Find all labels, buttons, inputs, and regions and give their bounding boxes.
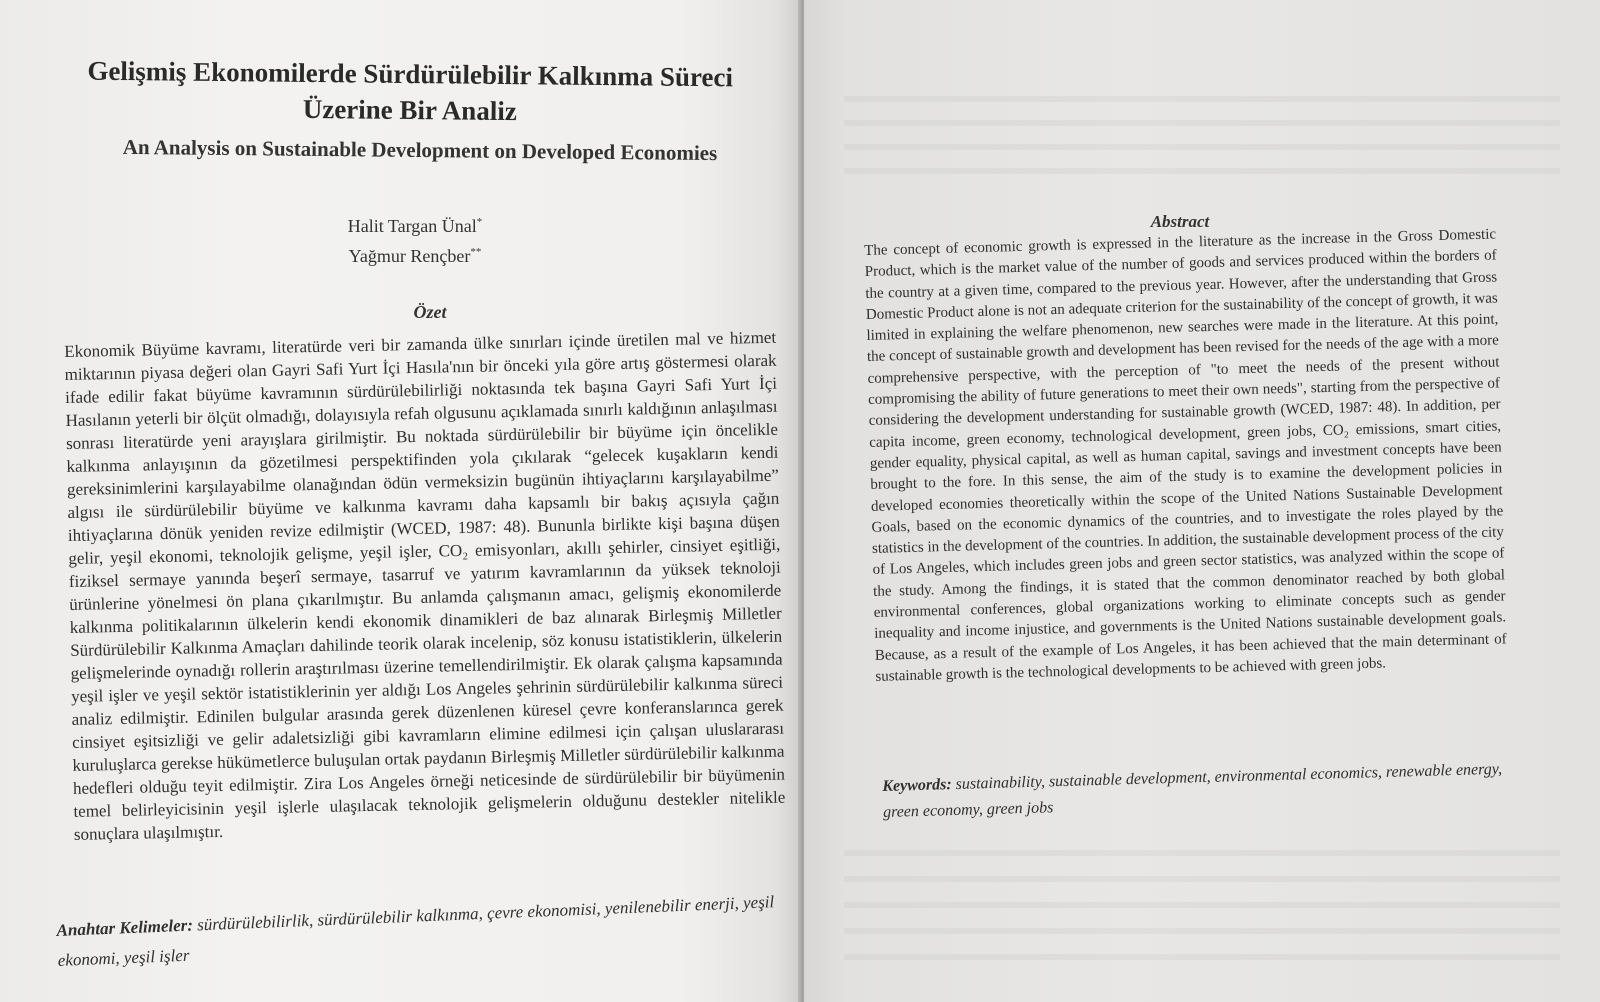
abstract-heading: Abstract: [1150, 212, 1210, 231]
keywords-label: Anahtar Kelimeler:: [56, 915, 194, 940]
keywords-label: Keywords:: [882, 776, 952, 795]
abstract-text: The concept of economic growth is expressed in the literature as the increase in the Gross Domestic Product, which is the market value of the number of goods and services produced within the borders of the country at a given time, compared to the previous year. However, after the understanding that Gross Domestic Product alone is not an adequate criterion for the sustainability of the concept of growth, it was limited in explaining the welfare phenomenon, new searches were made in the literature. At this point, the concept of sustainable growth and development has been revised for the needs of the age with a more comprehensive perspective, with the perception of "to meet the needs of the present without compromising the ability of future generations to meet their own needs", starting from the perspective of considering the development understanding for sustainable growth (WCED, 1987: 48). In addition, per capita income, green economy, technological development, green jobs, CO₂ emissions, smart cities, gender equality, physical capital, as well as human capital, savings and investment concepts have been brought to the fore. In this sense, the aim of the study is to examine the development policies in developed economies theoretically within the scope of the United Nations Sustainable Development Goals, based on the economic dynamics of the countries, and to investigate the roles played by the statistics in the development of the countries. In addition, the sustainable development process of the city of Los Angeles, which includes green jobs and green sector statistics, was analyzed within the scope of the study. Among the findings, it is stated that the common denominator reached by both global environmental conferences, global organizations working to eliminate concepts such as gender inequality and income injustice, and governments is the United Nations sustainable development goals. Because, as a result of the example of Los Angeles, it has been achieved that the main determinant of sustainable growth is the technological developments to be achieved with green jobs.: [864, 226, 1507, 685]
author-list: [260, 209, 570, 269]
keywords-list: sürdürülebilirlik, sürdürülebilir kalkınma, çevre ekonomisi, yenilenebilir enerji, yeşil ekonomi, yeşil işler: [57, 892, 775, 970]
ozet-heading: Özet: [413, 302, 447, 322]
paper-title-english: An Analysis on Sustainable Development on Developed Economies: [122, 134, 718, 166]
author-name: Halit Targan Ünal: [347, 216, 477, 236]
author-2: [260, 239, 570, 269]
author-footnote-mark: *: [476, 216, 483, 228]
author-name: Yağmur Rençber: [348, 246, 471, 266]
author-footnote-mark: **: [470, 246, 482, 258]
author-1: [260, 209, 570, 239]
ozet-text: Ekonomik Büyüme kavramı, literatürde veri bir zamanda ülke sınırları içinde üretilen mal ve hizmet miktarının piyasa değeri olan Gayri Safi Yurt İçi Hasıla'nın bir önceki yıla göre artış göstermesi olarak ifade edilir fakat büyüme kavramının sürdürülebilirliği noktasında tek başına Gayri Safi Yurt İçi Hasılanın yeterli bir ölçüt olmadığı, dolayısıyla refah olgusunu açıklamada sınırlı kaldığının anlaşılması sonrası literatürde yeni arayışlara girilmiştir. Bu noktada sürdürülebilir bir büyüme için öncelikle kalkınma anlayışının da gözetilmesi perspektifinden yola çıkılarak “gelecek kuşakların kendi gereksinimlerini karşılayabilme olanağından ödün vermeksizin bugünün ihtiyaçlarını karşılayabilme” algısı ile sürdürülebilir büyüme ve kalkınma kavramı daha kapsamlı bir bakış açısıyla çağın ihtiyaçlarına dönük yeniden revize edilmiştir (WCED, 1987: 48). Bununla birlikte kişi başına düşen gelir, yeşil ekonomi, teknolojik gelişme, yeşil işler, CO₂ emisyonları, akıllı şehirler, cinsiyet eşitliği, fiziksel sermaye yanında beşerî sermaye, tasarruf ve yatırım kavramlarının da yüksek teknoloji ürünlerine yönelmesi ön plana çıkarılmıştır. Bu anlamda çalışmanın amacı, gelişmiş ekonomilerde kalkınma politikalarının ülkelerin kendi ekonomik dinamikleri de baz alınarak Birleşmiş Milletler Sürdürülebilir Kalkınma Amaçları dahilinde teorik olarak incelenip, söz konusu istatistiklerin, ülkelerin gelişmelerinde oynadığı rollerin araştırılması üzerine temellendirilmiştir. Ek olarak çalışma kapsamında yeşil işler ve yeşil sektör istatistiklerinin yer aldığı Los Angeles şehrinin sürdürülebilir kalkınma süreci analiz edilmiştir. Edinilen bulgular arasında gerek düzenlenen küresel çevre konferanslarınca gerek cinsiyet eşitsizliği ve gelir adaletsizliği gibi kavramların elimine edilmesi için çalışan uluslararası kuruluşlarca gerekse hükümetlerce buluşulan ortak paydanın Birleşmiş Milletler sürdürülebilir kalkınma hedefleri olduğu teyit edilmiştir. Zira Los Angeles örneği neticesinde de sürdürülebilir bir büyümenin temel belirleyicisinin yeşil işlerle ulaşılacak teknolojik gelişmelerin olduğunu destekler nitelikle sonuçlara ulaşılmıştır.: [64, 327, 786, 844]
keywords-list: sustainability, sustainable development, environmental economics, renewable energy, green economy, green jobs: [882, 760, 1503, 821]
turkish-keywords: [56, 887, 786, 976]
paper-title-turkish: Gelişmiş Ekonomilerde Sürdürülebilir Kalkınma Süreci Üzerine Bir Analiz: [87, 55, 734, 127]
